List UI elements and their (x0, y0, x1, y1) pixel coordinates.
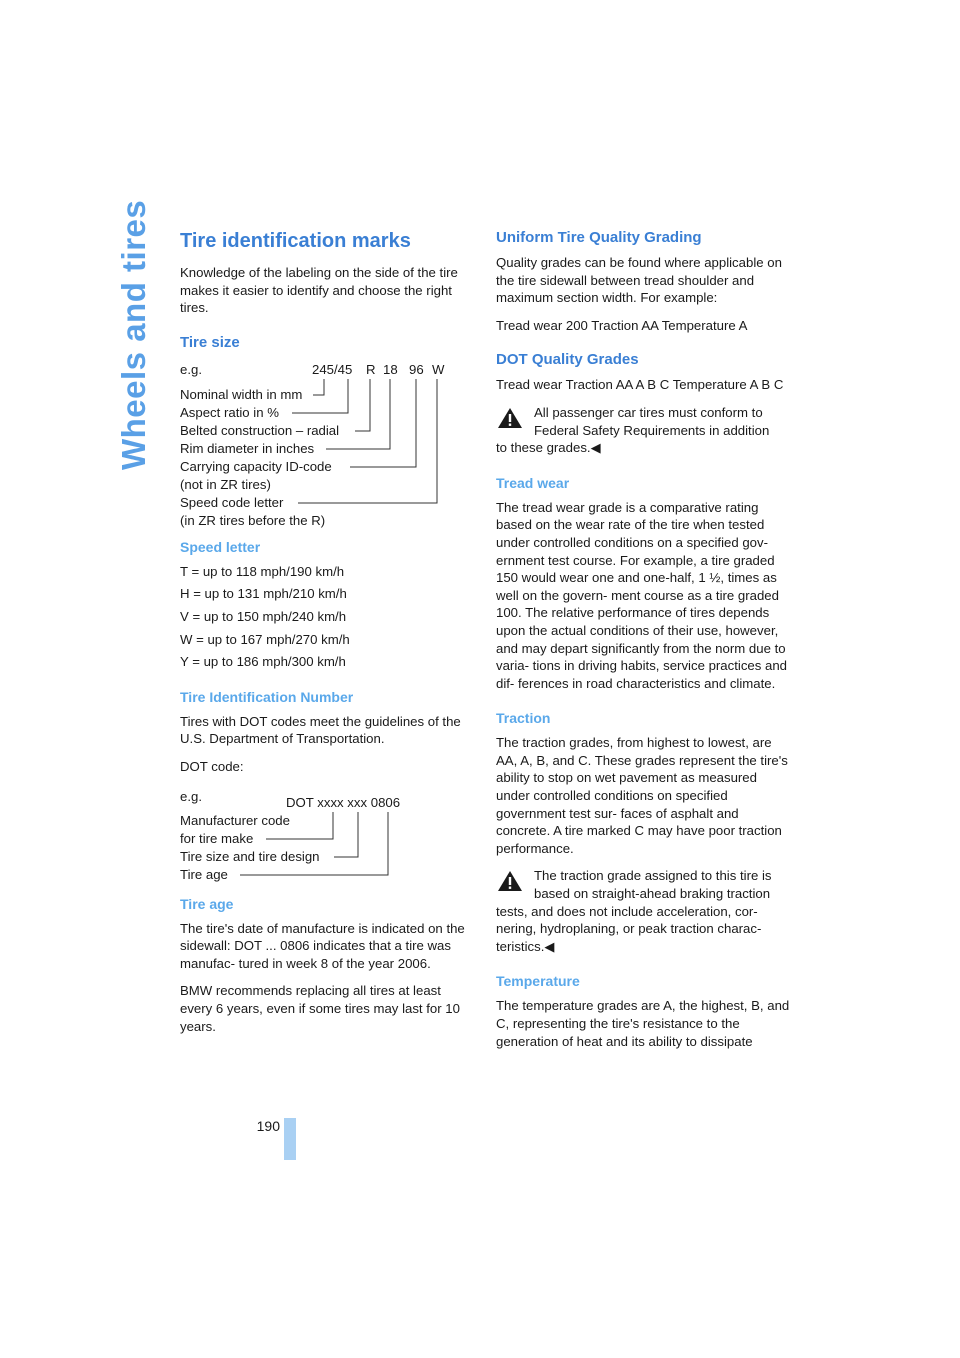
temperature-line: The temperature grades are A, the highest, B, (496, 998, 764, 1014)
traction-warning-line: The traction grade assigned to this tire is (534, 868, 772, 884)
tire-age-recommendation: BMW recommends replacing all tires at least every 6 years, even if some tires may last for 10 years. (180, 983, 460, 1034)
code-rim: 18 (383, 361, 398, 377)
label-load: Carrying capacity ID-code (180, 458, 332, 474)
tire-age-line: the sidewall: (180, 920, 465, 954)
tire-age-line: DOT ... 0806 indicates that a tire was manufac- (180, 938, 451, 971)
dot-warning (496, 404, 790, 457)
right-column (496, 228, 790, 1060)
traction-heading: Traction (496, 710, 551, 727)
tread-wear-line: ernment test course. (496, 552, 617, 568)
dot-warning-line: All passenger car tires must conform to (534, 404, 763, 420)
traction-warning-line: tests, and does not include acceleration, cor- (496, 903, 758, 919)
utqg-heading: Uniform Tire Quality Grading (496, 229, 702, 246)
tread-wear-line: depart significantly from the norm due to varia- (496, 640, 786, 674)
traction-line: These grades represent the tire's ability to stop (496, 752, 788, 786)
traction-warning-line: teristics.◀ (496, 938, 555, 954)
utqg-text: Quality grades can be found where applicable on the tire sidewall between tread shoulder and maximum section width. For example: (496, 255, 782, 306)
label-manufacturer: Manufacturer code (180, 812, 290, 828)
utqg-example-line: Temperature A (661, 317, 748, 333)
tread-wear-line: based on the wear rate of the tire when tested (496, 517, 765, 533)
traction-line: The traction grades, from highest to lowest, are (496, 735, 772, 751)
traction-line: faces of asphalt and concrete. A tire marked C (496, 805, 739, 839)
left-column (180, 228, 474, 1045)
speed-letter-section (180, 537, 474, 671)
speed-item: V = up to 150 mph/240 km/h (180, 608, 347, 624)
dot-grade-line: Temperature A B C (672, 377, 784, 393)
label-rim: Rim diameter in inches (180, 440, 315, 456)
tire-size-diagram (180, 359, 474, 528)
dot-warning-line: Federal Safety Requirements in addition (534, 422, 770, 438)
tread-wear-line: tions in driving habits, service practices and dif- (496, 658, 788, 691)
tread-wear-heading: Tread wear (496, 474, 570, 491)
temperature-line: generation of heat and its ability to dissipate (496, 1033, 753, 1049)
dot-grades-heading: DOT Quality Grades (496, 351, 639, 369)
speed-letter-heading: Speed letter (180, 538, 261, 555)
speed-item: T = up to 118 mph/190 km/h (180, 563, 345, 579)
tire-size-leader-lines (180, 359, 474, 529)
label-tire-age: Tire age (180, 866, 228, 882)
page-marker-bar (284, 1118, 296, 1160)
warning-icon (496, 869, 524, 893)
tread-wear-text (496, 499, 790, 693)
tire-age-heading: Tire age (180, 895, 234, 912)
traction-line: AA, A, B, and C. (496, 752, 592, 768)
side-tab-label: Wheels and tires (115, 199, 152, 470)
side-tab (112, 199, 156, 470)
tire-age-line: The tire's date of manufacture is indicated on (180, 920, 443, 936)
tread-wear-line: under controlled conditions on a specified gov- (496, 534, 768, 550)
temperature-line: and C, representing the tire's resistance to the (496, 998, 790, 1031)
tread-wear-line: The tread wear grade is a comparative rating (496, 499, 759, 515)
dot-grade-line: Tread wear (496, 377, 563, 393)
dot-warning-tail: to these grades.◀ (496, 440, 601, 456)
dot-eg: e.g. (180, 788, 202, 804)
traction-warning (496, 867, 790, 955)
label-construction: Belted construction – radial (180, 422, 340, 438)
tread-wear-line: and one-half, 1 ½, times as well on the govern- (496, 570, 777, 603)
code-width: 245/45 (312, 361, 353, 377)
traction-text (496, 734, 790, 857)
traction-warning-line: based on straight-ahead braking traction (534, 886, 771, 902)
label-aspect: Aspect ratio in % (180, 404, 279, 420)
speed-item: Y = up to 186 mph/300 km/h (180, 654, 346, 670)
label-load-note: (not in ZR tires) (180, 476, 271, 492)
speed-item: H = up to 131 mph/210 km/h (180, 586, 347, 602)
dot-code-diagram (180, 786, 474, 882)
dot-code-example: DOT xxxx xxx 0806 (286, 794, 401, 810)
speed-item: W = up to 167 mph/270 km/h (180, 631, 350, 647)
tin-heading: Tire Identification Number (180, 688, 354, 705)
traction-line: on wet pavement as measured under controlled (496, 770, 757, 804)
tire-age-line: tured in week 8 of the year 2006. (238, 955, 431, 971)
traction-warning-line: nering, hydroplaning, or peak traction charac- (496, 921, 762, 937)
tread-wear-line: For example, a tire graded 150 would wear one (496, 552, 775, 586)
page-number: 190 (256, 1118, 280, 1134)
traction-line: may have poor traction performance. (496, 823, 782, 856)
warning-icon (496, 406, 524, 430)
tire-size-eg: e.g. (180, 361, 202, 377)
intro-text: Knowledge of the labeling on the side of the tire makes it easier to identify and choose the right tires. (180, 265, 458, 316)
temperature-text (496, 997, 790, 1050)
code-load: 96 (409, 361, 424, 377)
label-width: Nominal width in mm (180, 386, 303, 402)
tread-wear-line: ment course as a tire graded 100. The relative (496, 587, 779, 621)
dot-leader-lines (180, 786, 474, 886)
tire-size-heading: Tire size (180, 333, 240, 351)
traction-line: conditions on specified government test sur- (496, 788, 728, 821)
label-tire-design: Tire size and tire design (180, 848, 320, 864)
tread-wear-line: conditions of their use, however, and may (496, 622, 779, 656)
dot-grade-line: Traction AA A B C (565, 377, 670, 393)
dot-code-label: DOT code: (180, 758, 244, 774)
tin-text: Tires with DOT codes meet the guidelines of the U.S. Department of Transportation. (180, 713, 461, 747)
label-manufacturer-note: for tire make (180, 830, 254, 846)
page-title: Tire identification marks (180, 230, 411, 252)
utqg-example-line: Tread wear 200 Traction AA (496, 317, 659, 333)
label-speed: Speed code letter (180, 494, 284, 510)
temperature-heading: Temperature (496, 973, 580, 990)
code-construction: R (366, 361, 376, 377)
code-speed: W (432, 361, 445, 377)
label-speed-note: (in ZR tires before the R) (180, 512, 326, 528)
tread-wear-line: ferences in road characteristics and climate. (518, 675, 776, 691)
tread-wear-line: performance of tires depends upon the actual (496, 605, 770, 638)
